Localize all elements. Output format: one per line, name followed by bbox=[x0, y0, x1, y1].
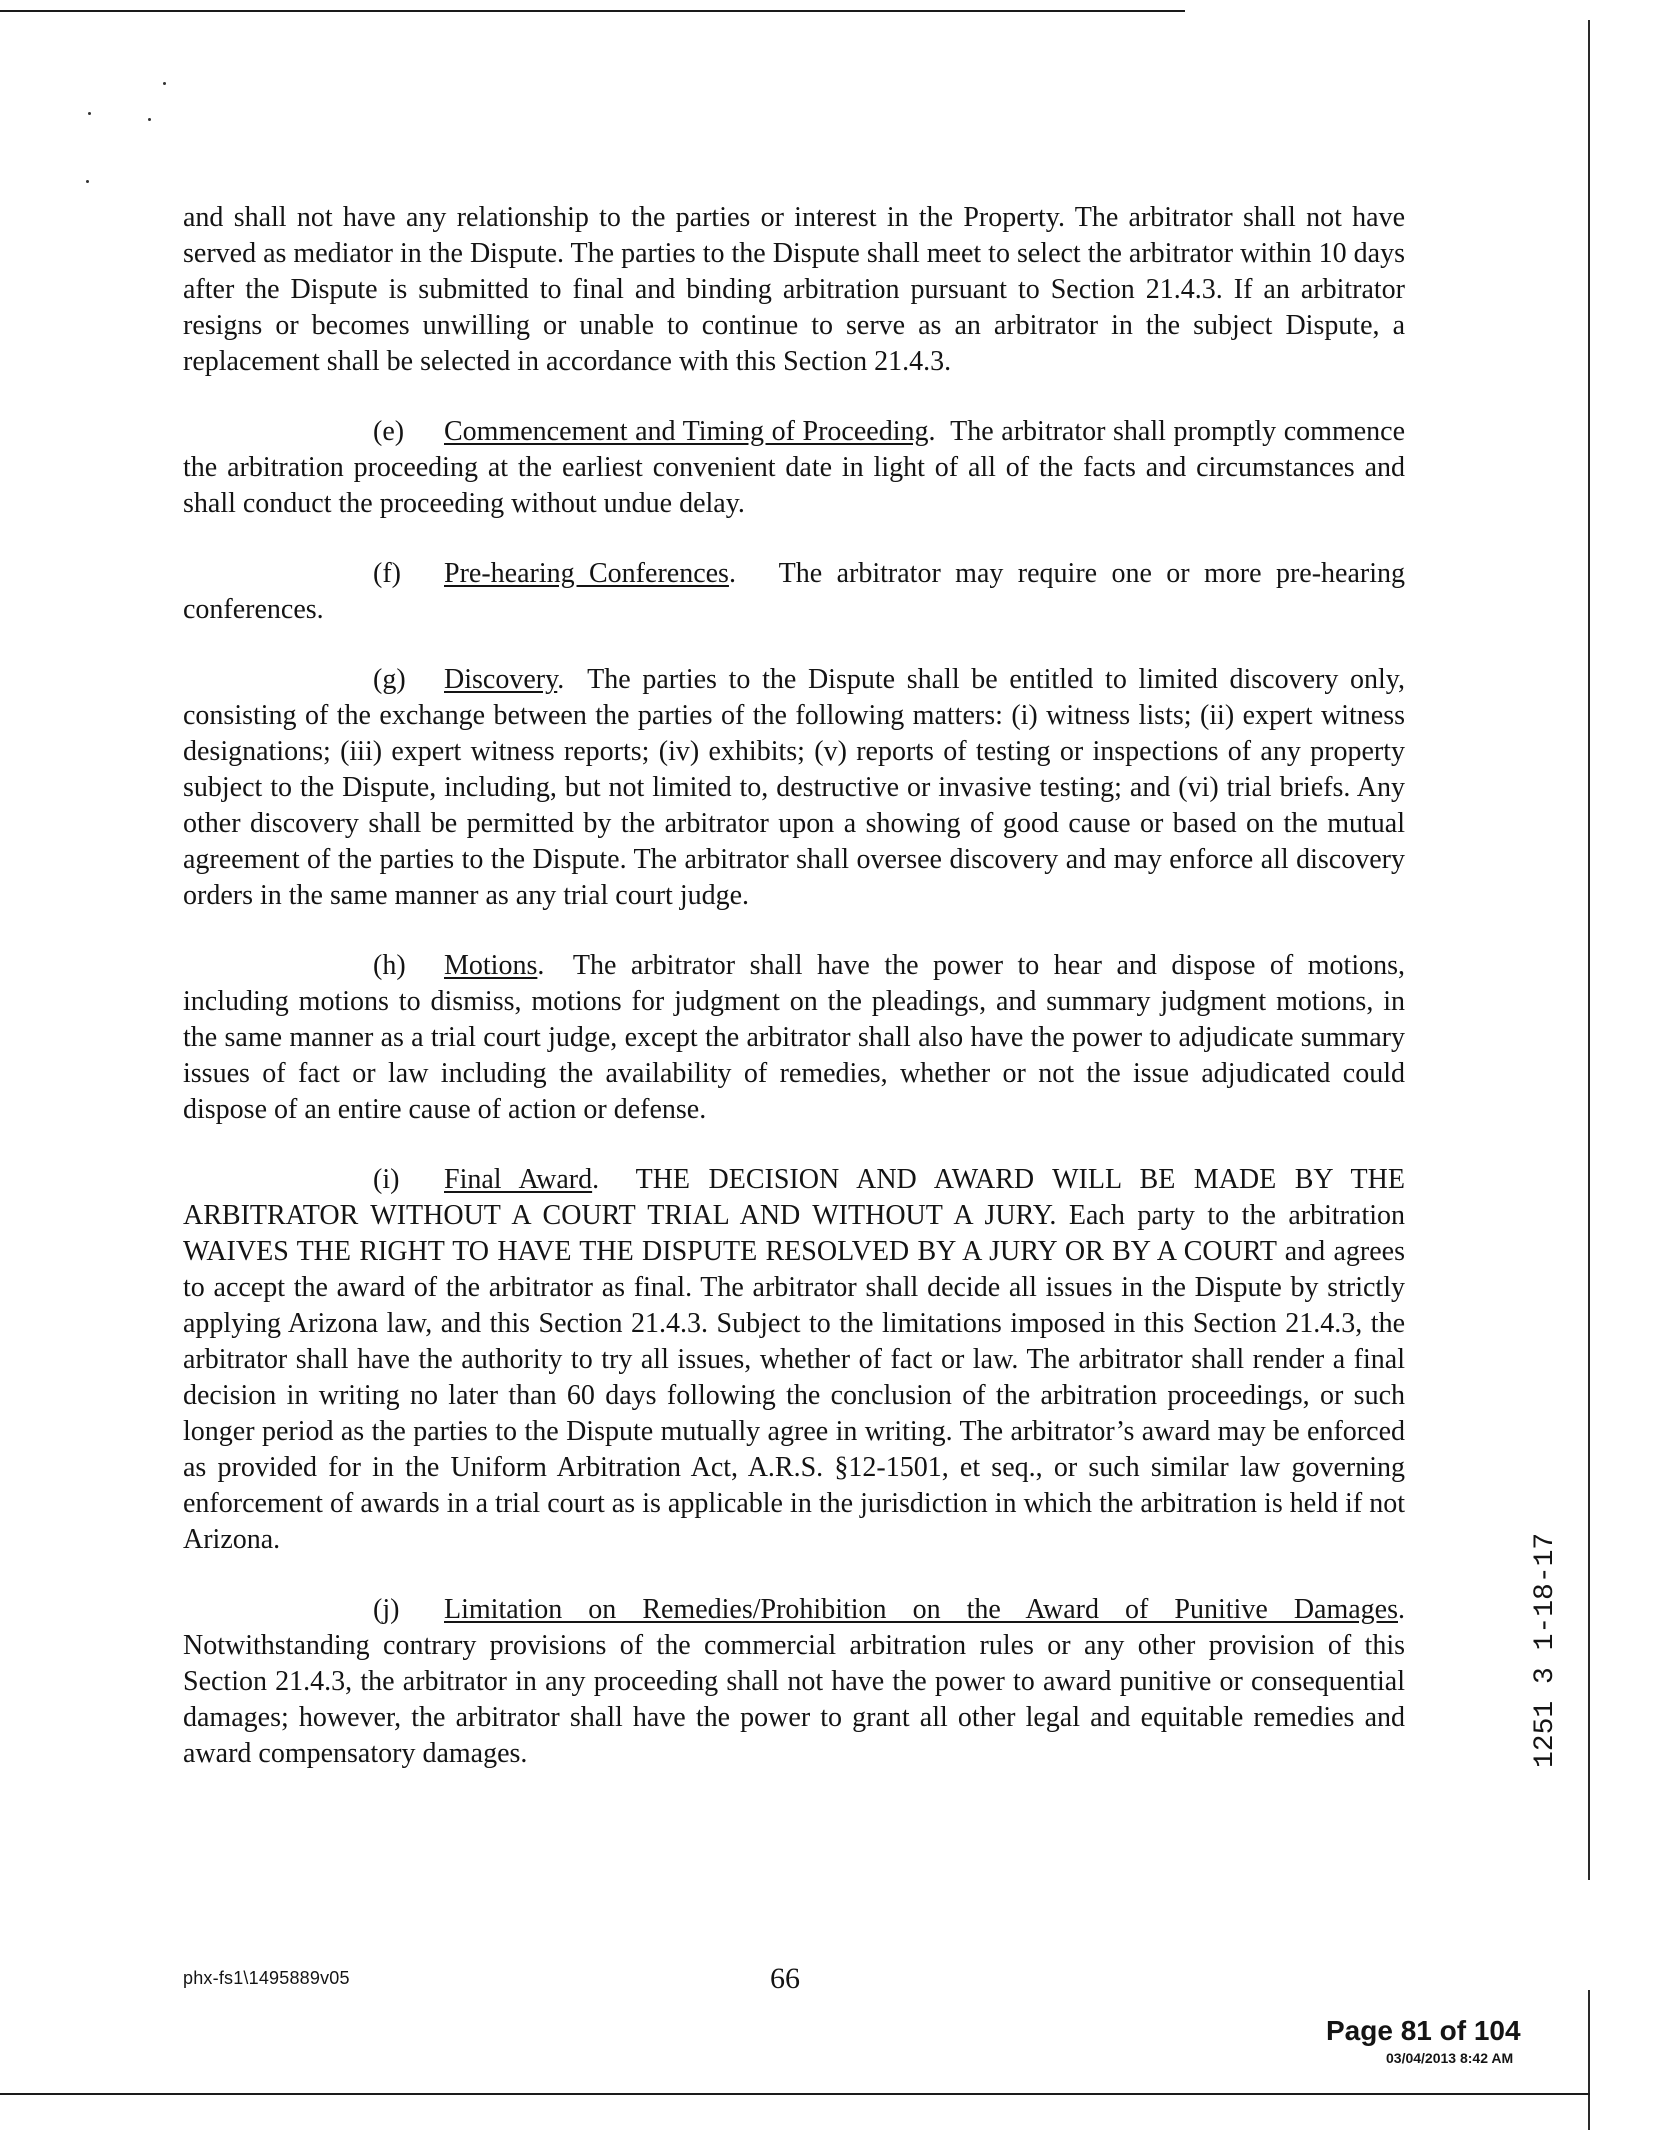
paragraph-f: (f) Pre-hearing Conferences. The arbitrator may require one or more pre-hearing conferences. bbox=[183, 558, 1406, 625]
right-margin-line-lower bbox=[1588, 1990, 1590, 2130]
paragraph-text: and shall not have any relationship to the parties or interest in the Property. The arbitrator shall not have served as mediator in the Dispute. The parties to the Dispute shall meet to select the arbitrator within 10 days after the Dispute is submitted to final and binding arbitration pursuant to Section 21.4.3. If an arbitrator resigns or becomes unwilling or unable to continue to serve as an arbitrator in the subject Dispute, a replacement shall be selected in accordance with this Section 21.4.3. bbox=[183, 202, 1405, 377]
paragraph-g: (g) Discovery. The parties to the Dispute shall be entitled to limited discovery only, consisting of the exchange between the parties of the following matters: (i) witness lists; (ii) expert witness designations; (iii) expert witness reports; (iv) exhibits; (v) reports of testing or inspections of any property subject to the Dispute, including, but not limited to, destructive or invasive testing; and (vi) trial briefs. Any other discovery shall be permitted by the arbitrator upon a showing of good cause or based on the mutual agreement of the parties to the Dispute. The arbitrator shall oversee discovery and may enforce all discovery orders in the same manner as any trial court judge. bbox=[183, 664, 1405, 911]
paragraph-heading: Discovery bbox=[444, 664, 558, 695]
paragraph-heading: Limitation on Remedies/Prohibition on the Award of Punitive Damages bbox=[444, 1594, 1398, 1625]
paragraph-j: (j) Limitation on Remedies/Prohibition on the Award of Punitive Damages. Notwithstanding contrary provisions of the commercial arbitration rules or any other provision of this Section 21.4.3, the arbitrator in any proceeding shall not have the power to award punitive or consequential damages; however, the arbitrator shall have the power to grant all other legal and equitable remedies and award compensatory damages. bbox=[183, 1594, 1405, 1769]
paragraph-text: Notwithstanding contrary provisions of the commercial arbitration rules or any other provision of this Section 21.4.3, the arbitrator in any proceeding shall not have the power to award punitive or consequential damages; however, the arbitrator shall have the power to grant all other legal and equitable remedies and award compensatory damages. bbox=[183, 1630, 1405, 1769]
paragraph-text: THE DECISION AND AWARD WILL BE MADE BY THE ARBITRATOR WITHOUT A COURT TRIAL AND WITHOUT A JURY. Each party to the arbitration WAIVES THE RIGHT TO HAVE THE DISPUTE RESOLVED BY A JURY OR BY A COURT and agrees to accept the award of the arbitrator as final. The arbitrator shall decide all issues in the Dispute by strictly applying Arizona law, and this Section 21.4.3. Subject to the limitations imposed in this Section 21.4.3, the arbitrator shall have the authority to try all issues, whether of fact or law. The arbitrator shall render a final decision in writing no later than 60 days following the conclusion of the arbitration proceedings, or such longer period as the parties to the Dispute mutually agree in writing. The arbitrator’s award may be enforced as provided for in the Uniform Arbitration Act, A.R.S. §12-1501, et seq., or such similar law governing enforcement of awards in a trial court as is applicable in the jurisdiction in which the arbitration is held if not Arizona. bbox=[183, 1164, 1405, 1555]
scan-speck bbox=[163, 82, 166, 85]
side-margin-stamp: 1251 3 1-18-17 bbox=[1530, 1532, 1561, 1768]
top-rule bbox=[0, 10, 1185, 12]
paragraph-text: The arbitrator shall have the power to hear and dispose of motions, including motions to dismiss, motions for judgment on the pleadings, and summary judgment motions, in the same manner as a trial court judge, except the arbitrator shall also have the power to adjudicate summary issues of fact or law including the availability of remedies, whether or not the issue adjudicated could dispose of an entire cause of action or defense. bbox=[183, 950, 1406, 1125]
paragraph-label: (f) bbox=[373, 558, 401, 589]
paragraph-label: (j) bbox=[373, 1594, 400, 1625]
paragraph-label: (i) bbox=[373, 1164, 400, 1195]
paragraph-h: (h) Motions. The arbitrator shall have the power to hear and dispose of motions, including motions to dismiss, motions for judgment on the pleadings, and summary judgment motions, in the same manner as a trial court judge, except the arbitrator shall also have the power to adjudicate summary issues of fact or law including the availability of remedies, whether or not the issue adjudicated could dispose of an entire cause of action or defense. bbox=[183, 950, 1406, 1125]
paragraph-label: (e) bbox=[373, 416, 405, 447]
right-margin-line bbox=[1588, 20, 1590, 1880]
paragraph-continuation bbox=[183, 200, 1405, 380]
paragraph-heading: Motions bbox=[444, 950, 538, 981]
scan-speck bbox=[88, 112, 91, 115]
paragraph-heading: Commencement and Timing of Proceeding bbox=[444, 416, 929, 447]
scan-speck bbox=[86, 180, 89, 183]
timestamp-stamp: 03/04/2013 8:42 AM bbox=[1386, 2050, 1514, 2066]
scan-speck bbox=[148, 118, 151, 121]
page-count-stamp: Page 81 of 104 bbox=[1326, 2015, 1521, 2046]
paragraph-i: (i) Final Award. THE DECISION AND AWARD WILL BE MADE BY THE ARBITRATOR WITHOUT A COURT TRIAL AND WITHOUT A JURY. Each party to the arbitration WAIVES THE RIGHT TO HAVE THE DISPUTE RESOLVED BY A JURY OR BY A COURT and agrees to accept the award of the arbitrator as final. The arbitrator shall decide all issues in the Dispute by strictly applying Arizona law, and this Section 21.4.3. Subject to the limitations imposed in this Section 21.4.3, the arbitrator shall have the authority to try all issues, whether of fact or law. The arbitrator shall render a final decision in writing no later than 60 days following the conclusion of the arbitration proceedings, or such longer period as the parties to the Dispute mutually agree in writing. The arbitrator’s award may be enforced as provided for in the Uniform Arbitration Act, A.R.S. §12-1501, et seq., or such similar law governing enforcement of awards in a trial court as is applicable in the jurisdiction in which the arbitration is held if not Arizona. bbox=[183, 1164, 1405, 1555]
paragraph-label: (h) bbox=[373, 950, 406, 981]
paragraph-label: (g) bbox=[373, 664, 406, 695]
document-body bbox=[183, 200, 1405, 1806]
paragraph-e: (e) Commencement and Timing of Proceeding. The arbitrator shall promptly commence the arbitration proceeding at the earliest convenient date in light of all of the facts and circumstances and shall conduct the proceeding without undue delay. bbox=[183, 416, 1406, 519]
footer-file-id: phx-fs1\1495889v05 bbox=[183, 1968, 350, 1988]
paragraph-text: The parties to the Dispute shall be entitled to limited discovery only, consisting of the exchange between the parties of the following matters: (i) witness lists; (ii) expert witness designations; (iii) expert witness reports; (iv) exhibits; (v) reports of testing or inspections of any property subject to the Dispute, including, but not limited to, destructive or invasive testing; and (vi) trial briefs. Any other discovery shall be permitted by the arbitrator upon a showing of good cause or based on the mutual agreement of the parties to the Dispute. The arbitrator shall oversee discovery and may enforce all discovery orders in the same manner as any trial court judge. bbox=[183, 664, 1405, 911]
bottom-rule bbox=[0, 2093, 1590, 2095]
paragraph-text: The arbitrator shall promptly commence the arbitration proceeding at the earliest convenient date in light of all of the facts and circumstances and shall conduct the proceeding without undue delay. bbox=[183, 416, 1406, 519]
paragraph-text: The arbitrator may require one or more pre-hearing conferences. bbox=[183, 558, 1406, 625]
paragraph-heading: Pre-hearing Conferences bbox=[444, 558, 729, 589]
paragraph-heading: Final Award bbox=[444, 1164, 593, 1195]
footer-page-number: 66 bbox=[770, 1962, 800, 1995]
